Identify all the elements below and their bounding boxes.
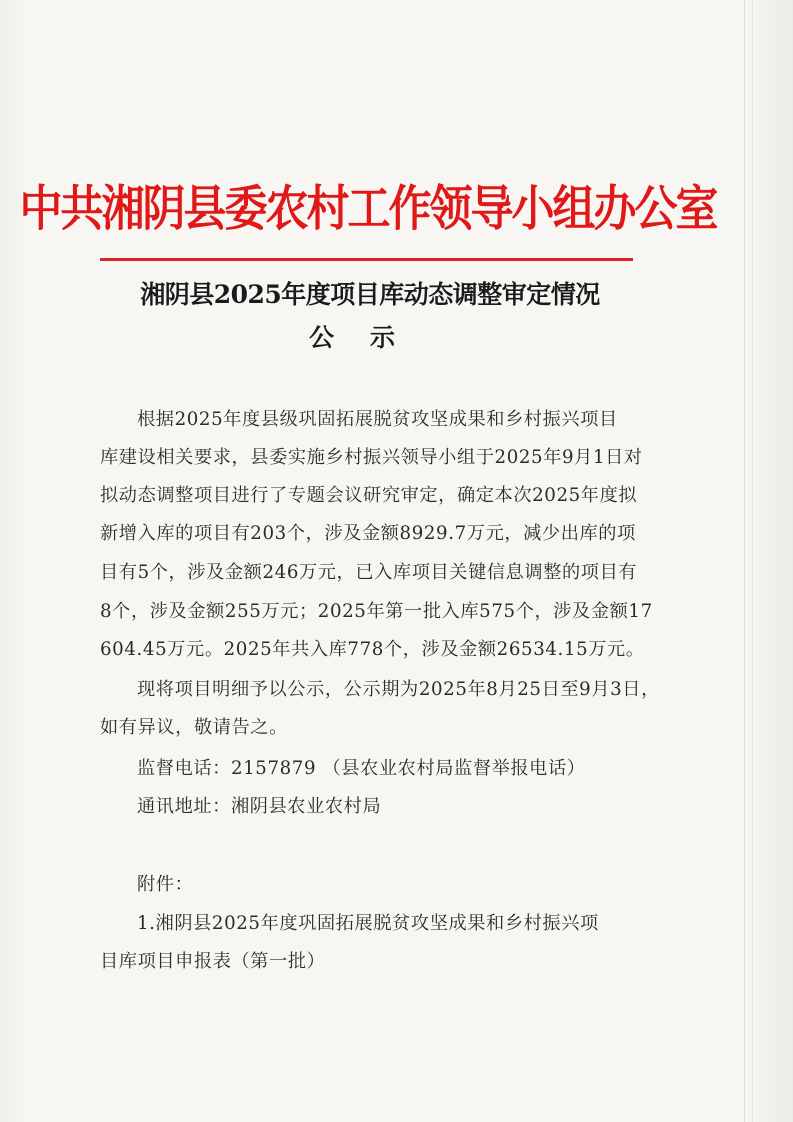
paragraph-1-line: 8个，涉及金额255万元；2025年第一批入库575个，涉及金额17 (100, 601, 653, 622)
document-subtitle: 公示 (308, 323, 431, 352)
page-edge-line (744, 0, 745, 1122)
paragraph-1-line: 拟动态调整项目进行了专题会议研究审定，确定本次2025年度拟 (100, 485, 638, 506)
attachment-label: 附件： (137, 874, 194, 895)
paragraph-1-line: 604.45万元。2025年共入库778个，涉及金额26534.15万元。 (100, 639, 645, 660)
paragraph-1-line: 新增入库的项目有203个，涉及金额8929.7万元，减少出库的项 (100, 523, 636, 544)
red-header-rule (100, 258, 633, 261)
paragraph-1-line: 目有5个，涉及金额246万元，已入库项目关键信息调整的项目有 (100, 562, 638, 583)
paragraph-1-line: 根据2025年度县级巩固拓展脱贫攻坚成果和乡村振兴项目 (137, 409, 618, 430)
mailing-address: 通讯地址：湘阴县农业农村局 (137, 796, 382, 817)
page-edge-line-secondary (752, 0, 753, 1122)
supervision-phone: 监督电话：2157879 （县农业农村局监督举报电话） (137, 758, 586, 779)
paragraph-2-line: 如有异议，敬请告之。 (100, 717, 288, 738)
paragraph-1-line: 库建设相关要求，县委实施乡村振兴领导小组于2025年9月1日对 (100, 447, 643, 468)
red-org-header: 中共湘阴县委农村工作领导小组办公室 (19, 180, 717, 237)
attachment-item-line: 目库项目申报表（第一批） (100, 951, 326, 972)
paragraph-2-line: 现将项目明细予以公示，公示期为2025年8月25日至9月3日， (137, 679, 660, 700)
attachment-item-line: 1.湘阴县2025年度巩固拓展脱贫攻坚成果和乡村振兴项 (137, 913, 599, 934)
document-title: 湘阴县2025年度项目库动态调整审定情况 (140, 280, 600, 309)
